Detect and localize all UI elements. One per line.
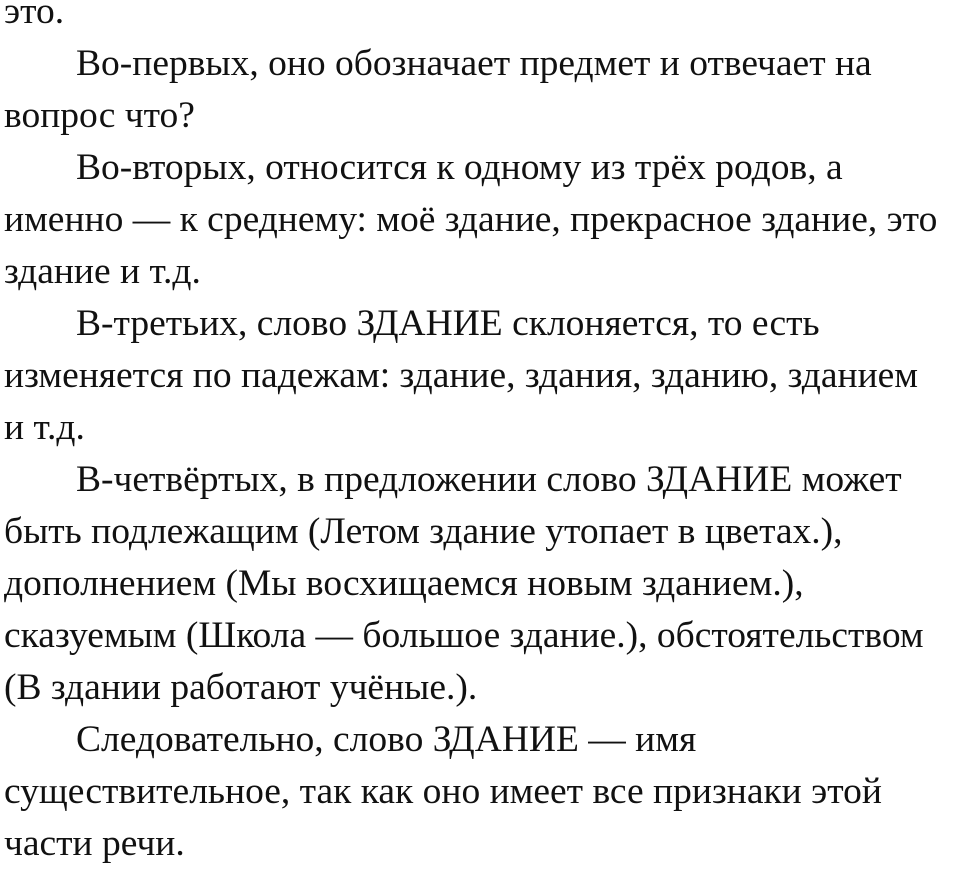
text-line: Во-первых, оно обозначает предмет и отвечает на (76, 43, 872, 84)
text-line: существительное, так как оно имеет все признаки этой (4, 771, 882, 812)
paragraph-fourth (4, 454, 954, 714)
paragraph-second (4, 142, 954, 298)
text-line: быть подлежащим (Летом здание утопает в цветах.), (4, 511, 843, 552)
text-line: части речи. (4, 823, 185, 864)
text-line: сказуемым (Школа — большое здание.), обстоятельством (4, 615, 924, 656)
text-line: В-третьих, слово ЗДАНИЕ склоняется, то есть (76, 303, 820, 344)
text-line: изменяется по падежам: здание, здания, зданию, зданием (4, 355, 919, 396)
text-line: (В здании работают учёные.). (4, 667, 478, 708)
text-line: и т.д. (4, 407, 85, 448)
text-line: это. (4, 0, 65, 32)
text-line: вопрос что? (4, 95, 195, 136)
paragraph-third (4, 298, 954, 454)
text-line: здание и т.д. (4, 251, 201, 292)
text-line: Во-вторых, относится к одному из трёх родов, а (76, 147, 843, 188)
text-line: дополнением (Мы восхищаемся новым зданием.), (4, 563, 804, 604)
text-line: Следовательно, слово ЗДАНИЕ — имя (76, 719, 697, 760)
document-body (4, 0, 954, 870)
text-line: В-четвёртых, в предложении слово ЗДАНИЕ может (76, 459, 902, 500)
paragraph-intro-tail (4, 0, 954, 38)
paragraph-first (4, 38, 954, 142)
text-line: именно — к среднему: моё здание, прекрасное здание, это (4, 199, 938, 240)
paragraph-conclusion (4, 714, 954, 870)
